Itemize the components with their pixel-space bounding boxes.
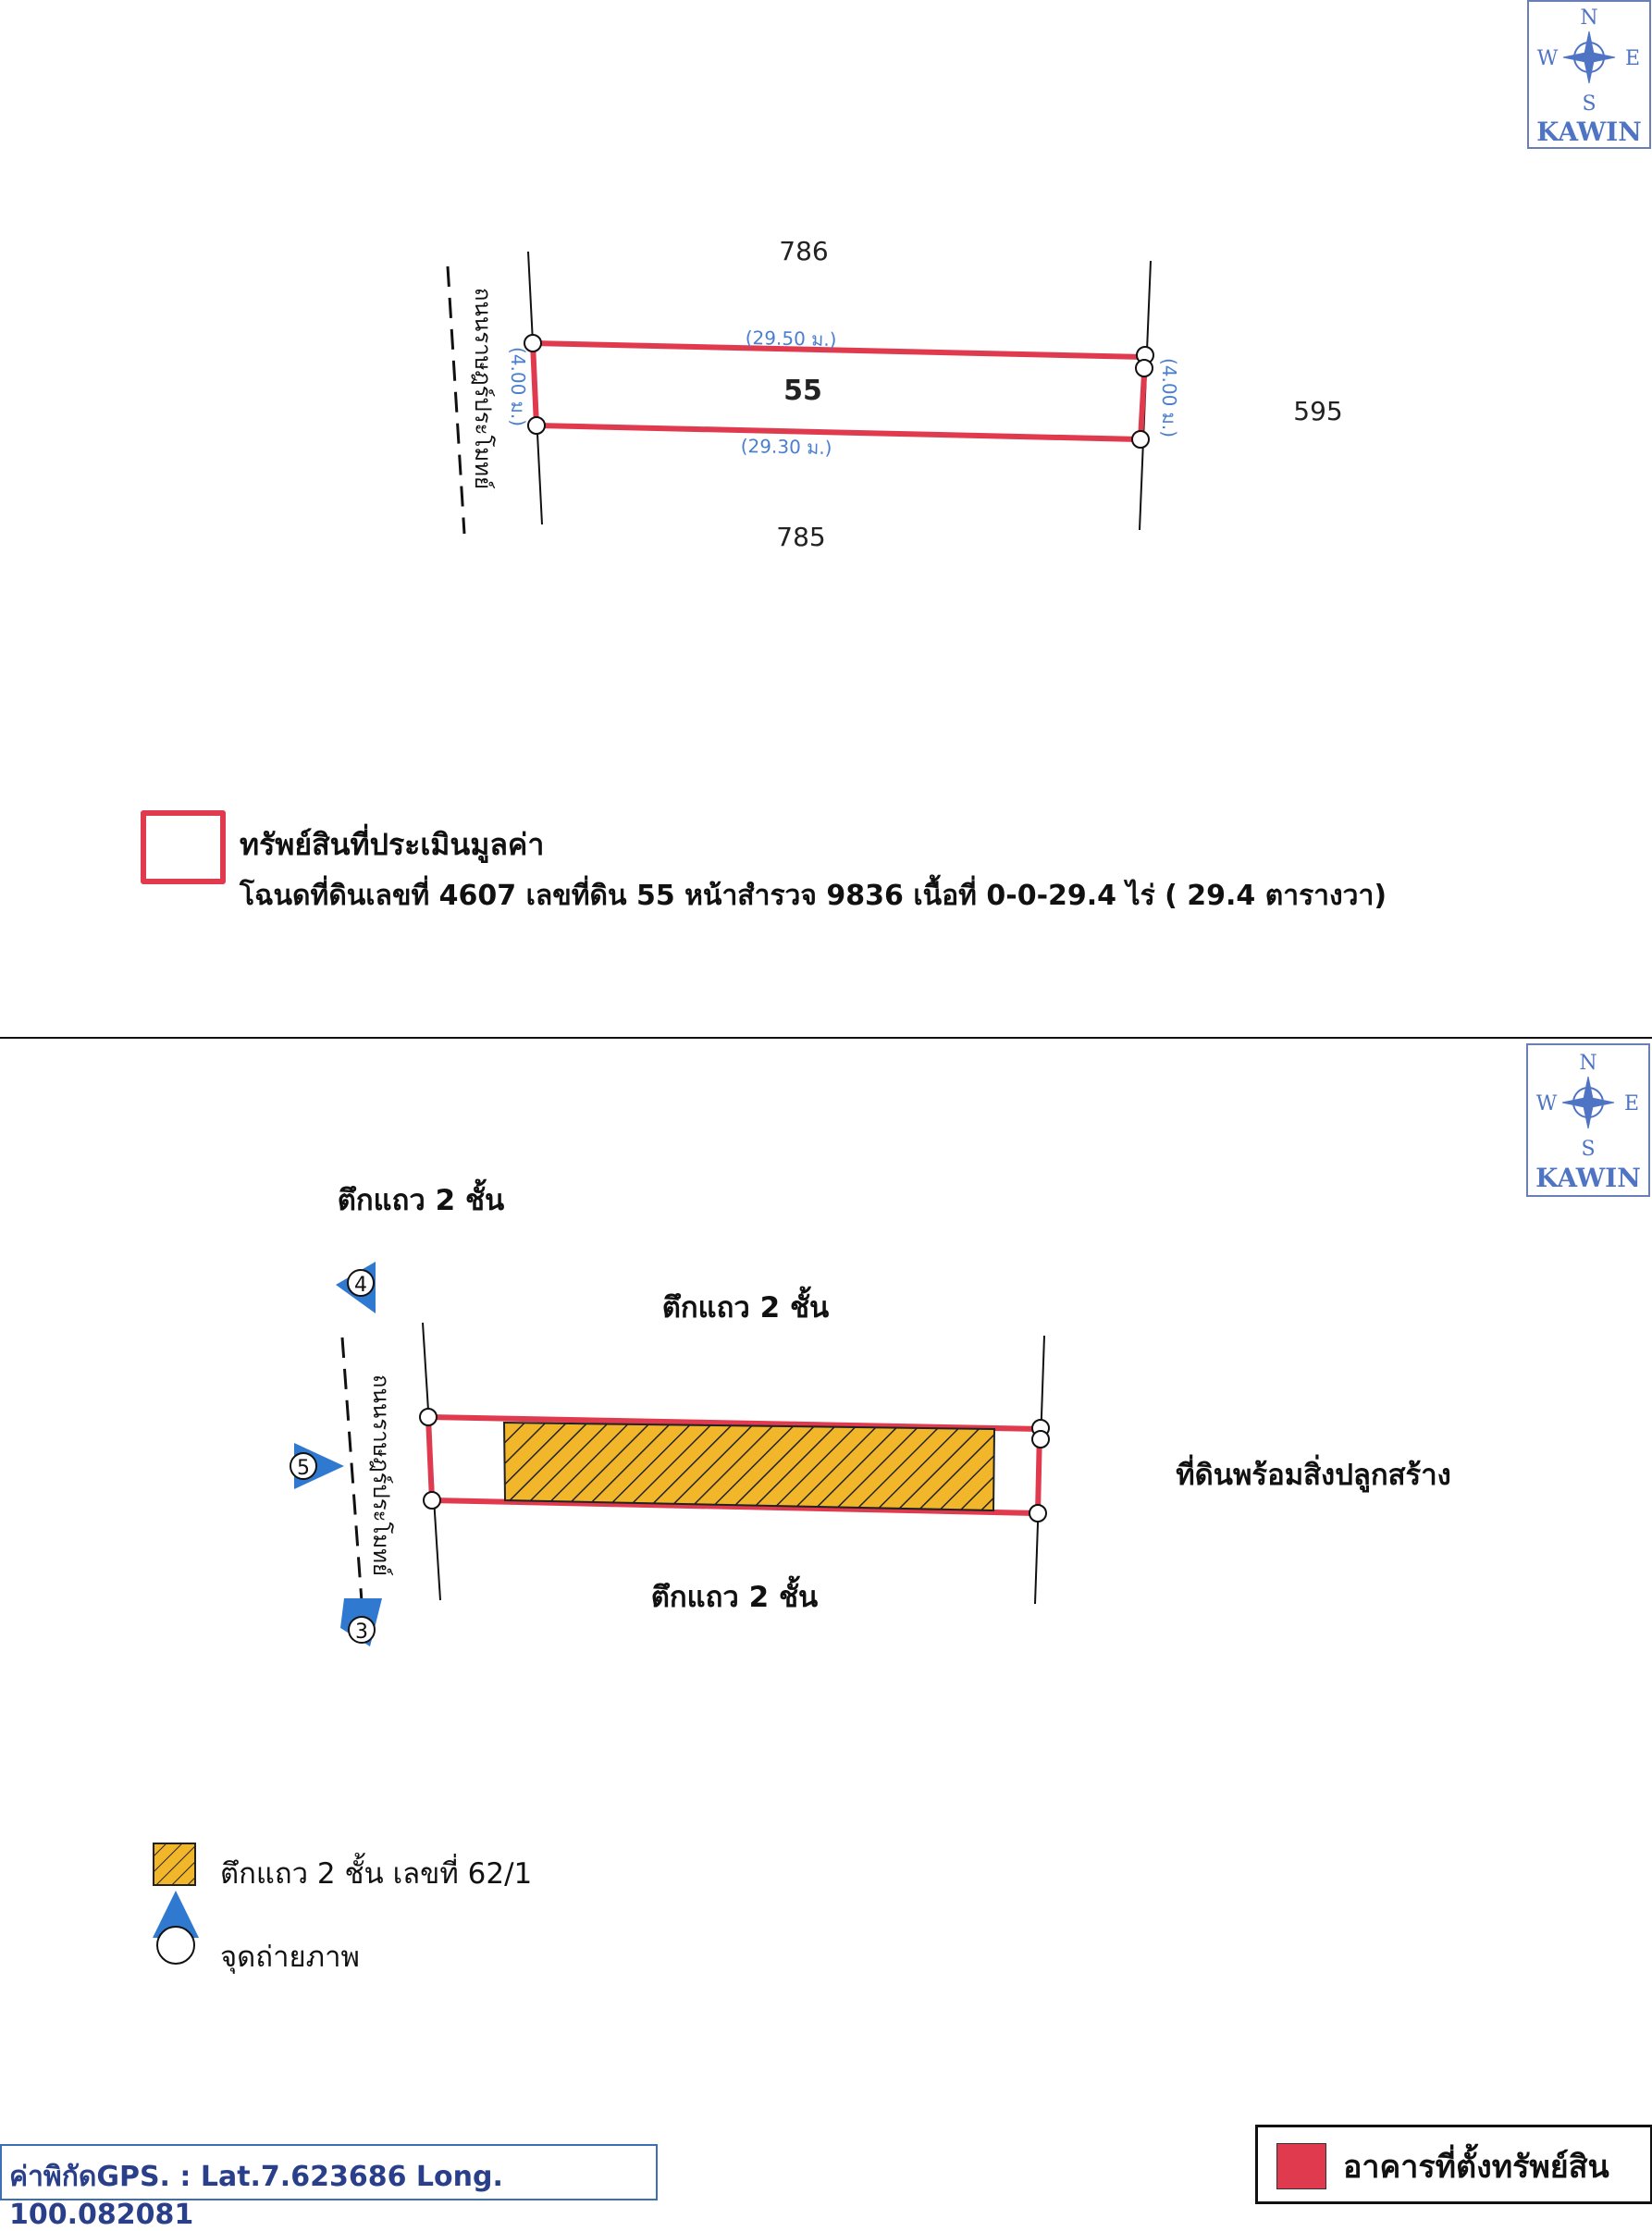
legend-photo-point-label: จุดถ่ายภาพ (220, 1941, 360, 1974)
label-east-land: ที่ดินพร้อมสิ่งปลูกสร้าง (1176, 1459, 1451, 1492)
compass-brand: KAWIN (1535, 1163, 1641, 1193)
photo-point-3 (340, 1598, 382, 1646)
gps-coordinates-box (0, 2144, 658, 2231)
building-62-1 (504, 1423, 994, 1510)
road-name-bottom: ถนนราษฎร์ประโมทย์ (368, 1374, 394, 1577)
compass-s: S (1581, 1138, 1596, 1161)
parcel-number: 55 (783, 375, 822, 407)
building-location-swatch (1276, 2143, 1326, 2189)
photo-point-5-label: 5 (297, 1457, 310, 1480)
compass-e: E (1623, 1092, 1640, 1116)
dim-right: (4.00 ม.) (1158, 357, 1180, 438)
bottom-road-line (342, 1337, 363, 1614)
dim-left: (4.00 ม.) (507, 346, 529, 427)
legend-photo-point-icon (153, 1891, 199, 1964)
dim-top: (29.50 ม.) (745, 326, 837, 351)
compass-n: N (1580, 6, 1598, 30)
gps-text: ค่าพิกัดGPS. : Lat.7.623686 Long. 100.082081 (9, 2161, 503, 2231)
compass-n: N (1579, 1052, 1597, 1075)
photo-point-4-label: 4 (354, 1274, 367, 1297)
building-location-label: อาคารที่ตั้งทรัพย์สิน (1343, 2149, 1609, 2186)
dim-bottom: (29.30 ม.) (740, 434, 832, 460)
label-northwest-building: ตึกแถว 2 ชั้น (337, 1184, 505, 1217)
compass-w: W (1536, 47, 1559, 70)
legend-building-label: ตึกแถว 2 ชั้น เลขที่ 62/1 (220, 1857, 533, 1891)
label-south-building: ตึกแถว 2 ชั้น (650, 1581, 819, 1614)
legend-parcel-description: โฉนดที่ดินเลขที่ 4607 เลขที่ดิน 55 หน้าสำรวจ 9836 เนื้อที่ 0-0-29.4 ไร่ ( 29.4 ตารางวา) (240, 880, 1387, 912)
photo-point-4 (336, 1262, 376, 1313)
label-north-building: ตึกแถว 2 ชั้น (661, 1291, 830, 1325)
compass-w: W (1535, 1092, 1558, 1116)
legend-parcel-title: ทรัพย์สินที่ประเมินมูลค่า (240, 827, 545, 862)
neighbor-786: 786 (779, 236, 829, 266)
road-name-top: ถนนราษฎร์ประโมทย์ (470, 287, 496, 490)
photo-point-5 (290, 1443, 344, 1489)
compass-e: E (1624, 47, 1641, 70)
photo-point-3-label: 3 (355, 1621, 368, 1644)
neighbor-785: 785 (776, 522, 826, 552)
compass-brand: KAWIN (1536, 117, 1642, 147)
building-location-legend (1255, 2125, 1652, 2204)
compass-s: S (1582, 92, 1597, 116)
neighbor-595: 595 (1293, 396, 1343, 426)
legend-building-swatch (154, 1843, 195, 1885)
